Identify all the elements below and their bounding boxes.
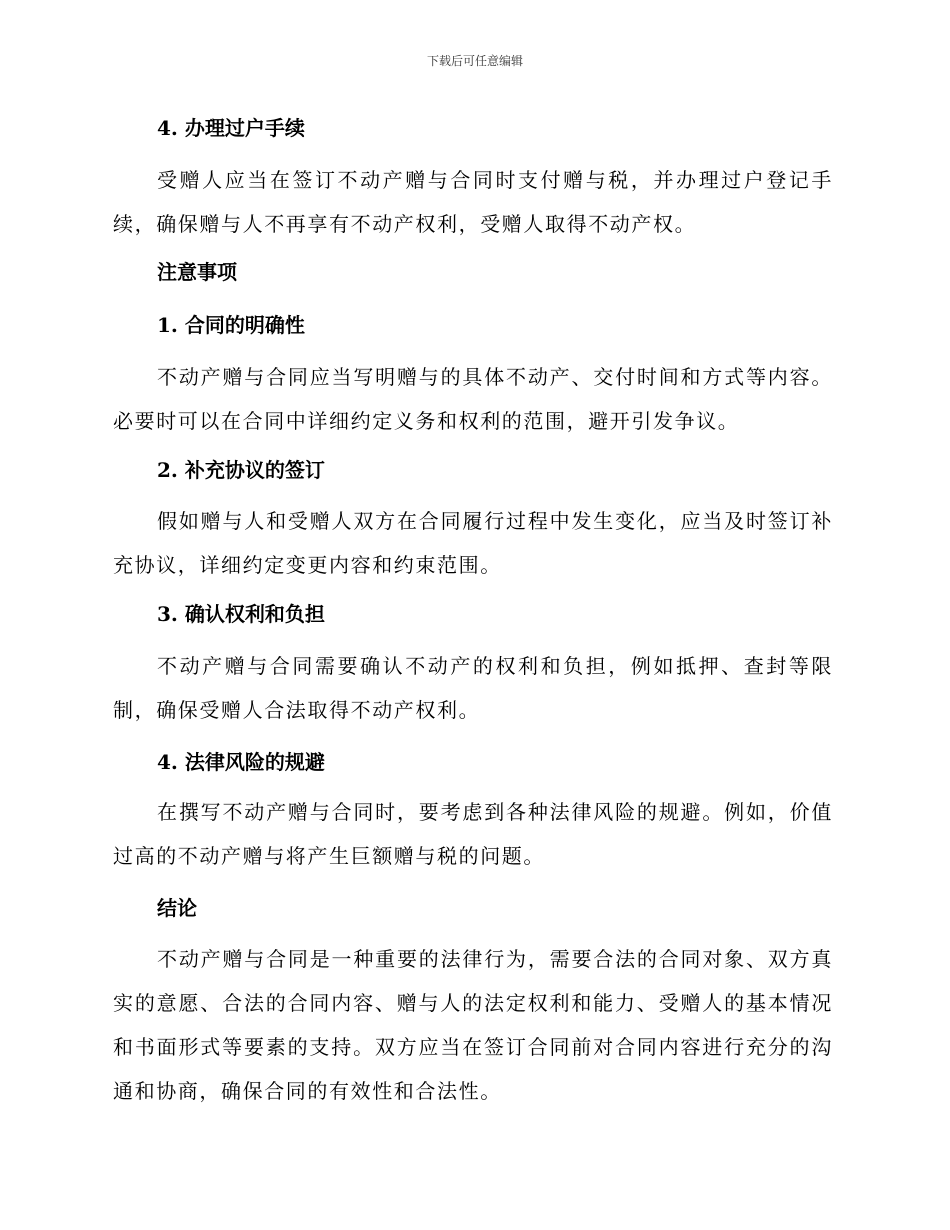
- paragraph-contract-clarity: 不动产赠与合同应当写明赠与的具体不动产、交付时间和方式等内容。必要时可以在合同中详细约定义务和权利的范围，避开引发争议。: [113, 365, 833, 433]
- section-heading-notes: 注意事项: [157, 260, 237, 284]
- paragraph-legal-risk: 在撰写不动产赠与合同时，要考虑到各种法律风险的规避。例如，价值过高的不动产赠与将产生巨额赠与税的问题。: [113, 800, 833, 868]
- section-heading-supplementary-agreement: 2. 补充协议的签订: [157, 458, 325, 482]
- section-heading-conclusion: 结论: [157, 896, 197, 920]
- section-heading-contract-clarity: 1. 合同的明确性: [157, 313, 305, 337]
- paragraph-conclusion: 不动产赠与合同是一种重要的法律行为，需要合法的合同对象、双方真实的意愿、合法的合同内容、赠与人的法定权利和能力、受赠人的基本情况和书面形式等要素的支持。双方应当在签订合同前对合同内容进行充分的沟通和协商，确保合同的有效性和合法性。: [113, 947, 833, 1103]
- paragraph-transfer-procedure: 受赠人应当在签订不动产赠与合同时支付赠与税，并办理过户登记手续，确保赠与人不再享有不动产权利，受赠人取得不动产权。: [113, 168, 833, 236]
- section-heading-legal-risk: 4. 法律风险的规避: [157, 750, 325, 774]
- section-heading-rights-and-burdens: 3. 确认权利和负担: [157, 602, 325, 626]
- page-header-note: 下载后可任意编辑: [426, 54, 523, 68]
- paragraph-rights-and-burdens: 不动产赠与合同需要确认不动产的权利和负担，例如抵押、查封等限制，确保受赠人合法取得不动产权利。: [113, 654, 833, 722]
- section-heading-transfer-procedure: 4. 办理过户手续: [157, 116, 305, 140]
- paragraph-supplementary-agreement: 假如赠与人和受赠人双方在合同履行过程中发生变化，应当及时签订补充协议，详细约定变更内容和约束范围。: [113, 509, 833, 577]
